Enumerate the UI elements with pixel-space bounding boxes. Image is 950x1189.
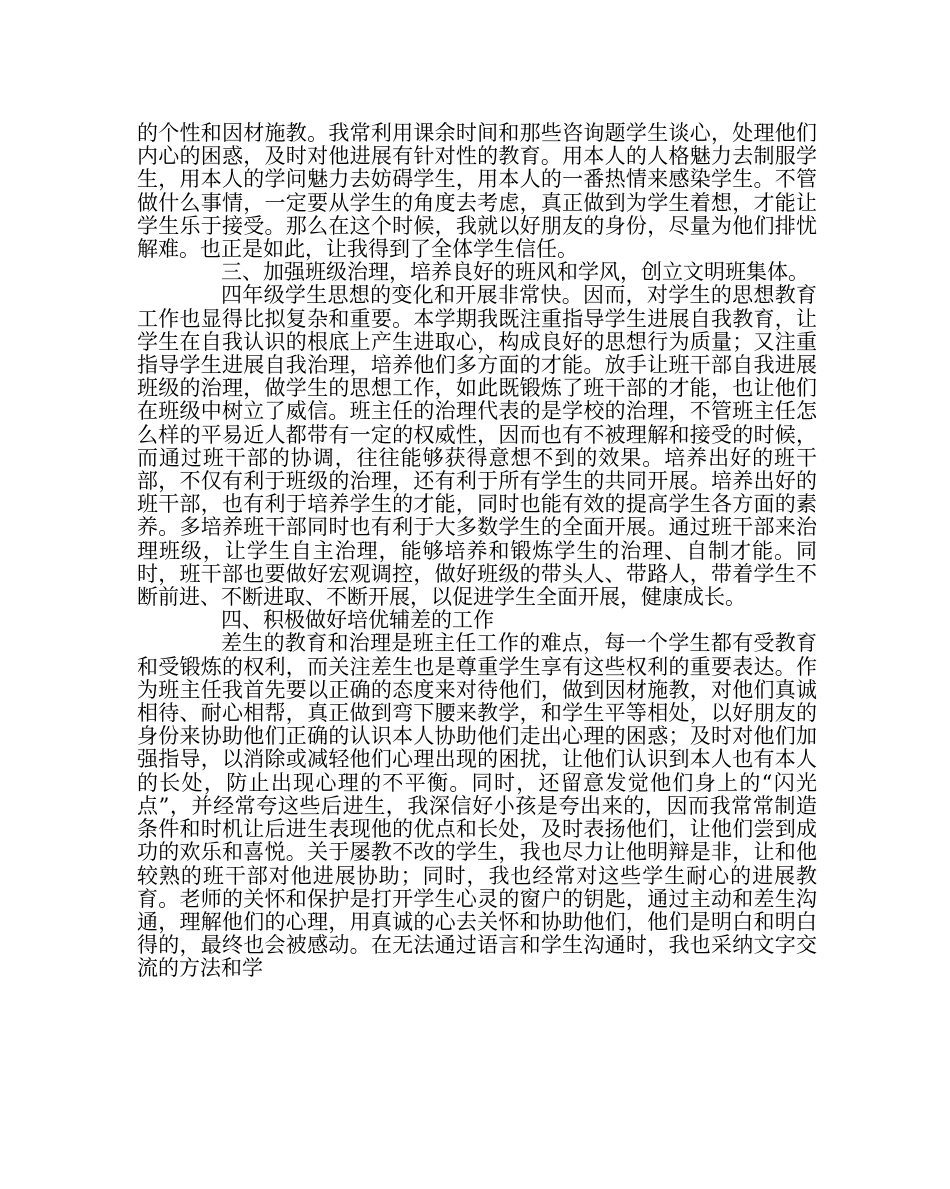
heading-class-management: 三、加强班级治理，培养良好的班风和学风，创立文明班集体。 (221, 260, 809, 285)
paragraph-struggling-students: 差生的教育和治理是班主任工作的难点，每一个学生都有受教育和受锻炼的权利，而关注差生也是尊重学生享有这些权利的重要表达。作为班主任我首先要以正确的态度来对待他们，做到因材施教，对他们真诚相待、耐心相帮，真正做到弯下腰来教学，和学生平等相处，以好朋友的身份来协助他们正确的认识本人协助他们走出心理的困惑；及时对他们加强指导，以消除或减轻他们心理出现的困扰，让他们认识到本人也有本人的长处，防止出现心理的不平衡。同时，还留意发觉他们身上的“闪光点”，并经常夸这些后进生，我深信好小孩是夸出来的，因而我常常制造条件和时机让后进生表现他的优点和长处，及时表扬他们，让他们尝到成功的欢乐和喜悦。关于屡教不改的学生，我也尽力让他明辩是非，让和他较熟的班干部对他进展协助；同时，我也经常对这些学生耐心的进展教育。老师的关怀和保护是打开学生心灵的窗户的钥匙，通过主动和差生沟通，理解他们的心理，用真诚的心去关怀和协助他们，他们是明白和明白得的，最终也会被感动。在无法通过语言和学生沟通时，我也采纳文字交流的方法和学 (137, 631, 817, 981)
paragraph-student-trust: 的个性和因材施教。我常利用课余时间和那些咨询题学生谈心，处理他们内心的困惑，及时对他进展有针对性的教育。用本人的人格魅力去制服学生，用本人的学问魅力去妨碍学生，用本人的一番热情来感染学生。不管做什么事情，一定要从学生的角度去考虑，真正做到为学生着想，才能让学生乐于接受。那么在这个时候，我就以好朋友的身份，尽量为他们排忧解难。也正是如此，让我得到了全体学生信任。 (137, 121, 817, 262)
heading-tutoring: 四、积极做好培优辅差的工作 (221, 608, 494, 633)
paragraph-class-cadres: 四年级学生思想的变化和开展非常快。因而，对学生的思想教育工作也显得比拟复杂和重要。本学期我既注重指导学生进展自我教育，让学生在自我认识的根底上产生进取心，构成良好的思想行为质量；又注重指导学生进展自我治理，培养他们多方面的才能。放手让班干部自我进展班级的治理，做学生的思想工作，如此既锻炼了班干部的才能，也让他们在班级中树立了威信。班主任的治理代表的是学校的治理，不管班主任怎么样的平易近人都带有一定的权威性，因而也有不被理解和接受的时候，而通过班干部的协调，往往能够获得意想不到的效果。培养出好的班干部，不仅有利于班级的治理，还有利于所有学生的共同开展。培养出好的班干部，也有利于培养学生的才能，同时也能有效的提高学生各方面的素养。多培养班干部同时也有利于大多数学生的全面开展。通过班干部来治理班级，让学生自主治理，能够培养和锻炼学生的治理、自制才能。同时，班干部也要做好宏观调控，做好班级的带头人、带路人，带着学生不断前进、不断进取、不断开展，以促进学生全面开展，健康成长。 (137, 283, 817, 610)
document-body (137, 122, 817, 981)
